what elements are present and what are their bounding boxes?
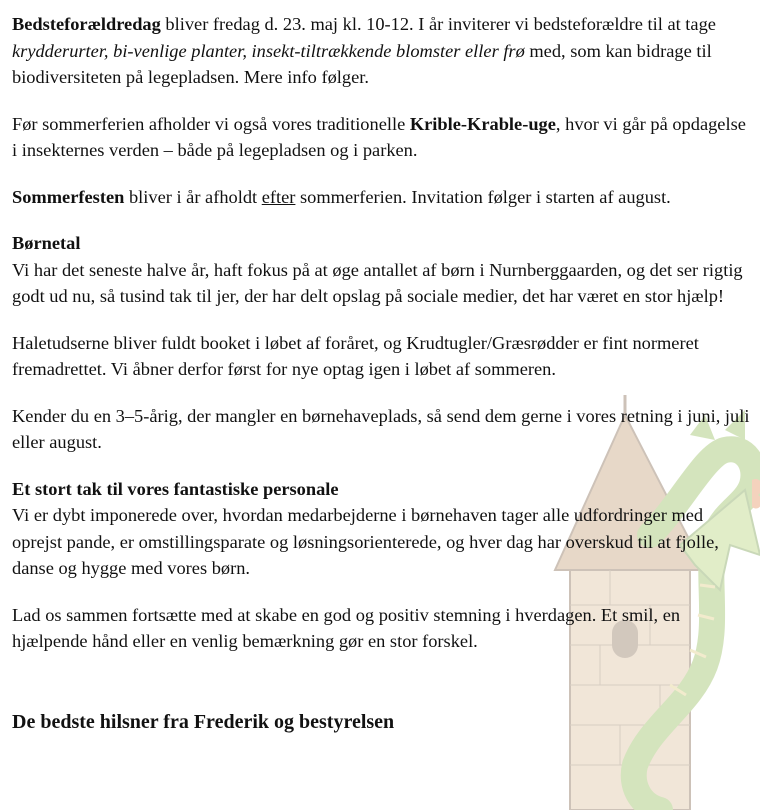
paragraph-bornetal-2: Haletudserne bliver fuldt booket i løbet af foråret, og Krudtugler/Græsrødder er fint normeret fremadrettet. Vi åbner derfor først for nye optag igen i løbet af sommeren. — [12, 332, 699, 379]
paragraph-text: sommerferien. Invitation følger i starten af august. — [295, 186, 671, 207]
paragraph-text: Før sommerferien afholder vi også vores traditionelle — [12, 113, 410, 134]
paragraph-bornetal-1: Vi har det seneste halve år, haft fokus på at øge antallet af børn i Nurnberggaarden, og det ser rigtig godt ud nu, så tusind tak til jer, der har delt opslag på sociale medier, det har været en stor hjælp! — [12, 259, 743, 306]
emphasis-plants: krydderurter, bi-venlige planter, insekt-tiltrækkende blomster eller frø — [12, 40, 525, 61]
heading-personale: Et stort tak til vores fantastiske personale — [12, 478, 339, 499]
paragraph-sommerfesten — [12, 184, 754, 211]
paragraph-text: , hvor vi går på opdagelse i insekternes verden – både på legepladsen og i parken. — [12, 113, 746, 160]
heading-bornetal: Børnetal — [12, 233, 81, 253]
paragraph-personale-1: Vi er dybt imponerede over, hvordan medarbejderne i børnehaven tager alle udfordringer med oprejst pande, er omstillingsparate og løsningsorienterede, og hver dag har overskud til at fjolle, danse og hygge med vores børn. — [12, 505, 719, 578]
krible-krable-term: Krible-Krable-uge — [409, 113, 556, 134]
newsletter-document — [12, 11, 754, 735]
sommerfesten-term: Sommerfesten — [12, 186, 125, 207]
paragraph-krible-krable — [12, 111, 754, 164]
bedsteforaeldredag-term: Bedsteforældredag — [12, 14, 161, 34]
paragraph-text: bliver fredag d. 23. maj kl. 10-12. I år inviterer vi bedsteforældre til at tage — [160, 14, 716, 34]
paragraph-text: med, som kan bidrage til biodiversiteten på legepladsen. Mere info følger. — [12, 40, 712, 87]
closing-signature: De bedste hilsner fra Frederik og bestyrelsen — [12, 710, 395, 733]
paragraph-bedsteforaeldredag — [12, 11, 754, 91]
underlined-efter: efter — [261, 186, 296, 207]
paragraph-bornetal-3: Kender du en 3–5-årig, der mangler en børnehaveplads, så send dem gerne i vores retning i juni, juli eller august. — [12, 405, 750, 452]
paragraph-text: bliver i år afholdt — [124, 186, 262, 207]
paragraph-personale-2: Lad os sammen fortsætte med at skabe en god og positiv stemning i hverdagen. Et smil, en hjælpende hånd eller en venlig bemærkning gør en stor forskel. — [12, 604, 681, 651]
